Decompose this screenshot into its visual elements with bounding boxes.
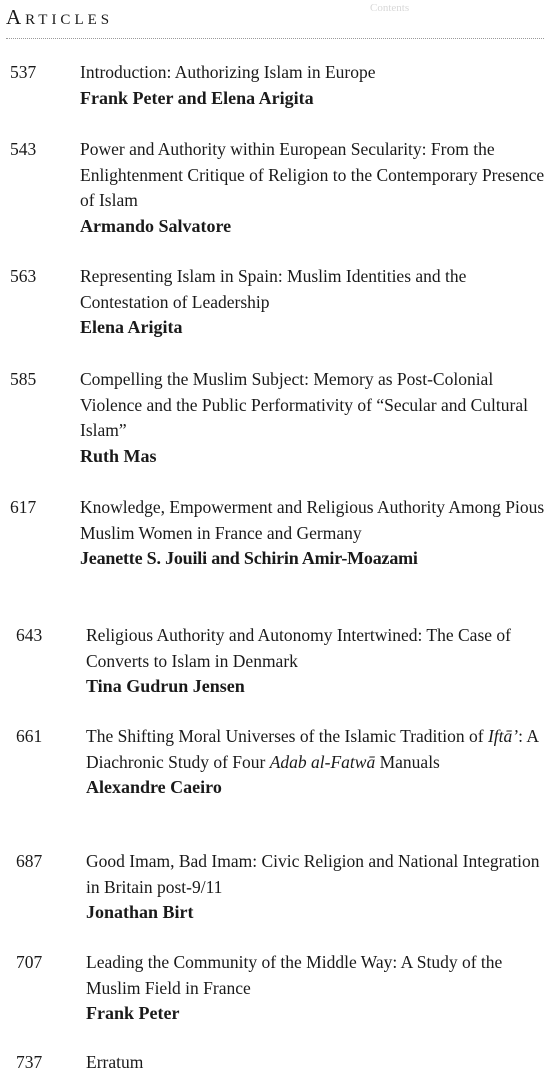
article-title: Religious Authority and Autonomy Intertwined: The Case of Converts to Islam in Denmark xyxy=(86,625,511,671)
article-title: Good Imam, Bad Imam: Civic Religion and National Integration in Britain post-9/11 xyxy=(86,851,540,897)
italic-term: Iftā’ xyxy=(487,726,519,746)
page-number: 707 xyxy=(16,952,43,972)
article-author: Alexandre Caeiro xyxy=(86,777,222,797)
section-heading: ARTICLES xyxy=(6,5,114,29)
page-number: 537 xyxy=(10,62,37,82)
article-title: Compelling the Muslim Subject: Memory as Post-Colonial Violence and the Public Performativity of “Secular and Cultural Islam” xyxy=(80,369,528,440)
page-number: 687 xyxy=(16,851,43,871)
faded-heading: Contents xyxy=(370,2,410,14)
italic-term: Adab al-Fatwā xyxy=(269,751,376,772)
article-author: Frank Peter and Elena Arigita xyxy=(80,87,314,108)
page-number: 543 xyxy=(10,139,37,159)
page-number: 643 xyxy=(16,625,43,645)
article-author: Jeanette S. Jouili and Schirin Amir-Moazami xyxy=(80,548,418,568)
article-title: Power and Authority within European Secularity: From the Enlightenment Critique of Religion to the Contemporary Presence of Islam xyxy=(80,139,545,210)
article-author: Armando Salvatore xyxy=(80,215,232,236)
page-number: 617 xyxy=(10,497,37,517)
article-title: The Shifting Moral Universes of the Islamic Tradition of Iftā’: A Diachronic Study of Four Adab al-Fatwā Manuals xyxy=(86,726,539,772)
article-author: Jonathan Birt xyxy=(86,902,194,922)
page-number: 585 xyxy=(10,369,37,389)
article-author: Tina Gudrun Jensen xyxy=(86,676,245,696)
article-author: Frank Peter xyxy=(86,1003,180,1023)
article-title: Leading the Community of the Middle Way: A Study of the Muslim Field in France xyxy=(86,952,503,998)
page-number: 563 xyxy=(10,266,37,286)
article-title: Introduction: Authorizing Islam in Europe xyxy=(80,62,376,82)
page-number: 737 xyxy=(16,1052,43,1072)
article-author: Elena Arigita xyxy=(80,317,183,337)
article-title: Knowledge, Empowerment and Religious Authority Among Pious Muslim Women in France and Germany xyxy=(80,497,545,543)
dotted-divider xyxy=(6,38,544,39)
page-number: 661 xyxy=(16,726,43,746)
article-author: Ruth Mas xyxy=(80,445,157,466)
article-title: Representing Islam in Spain: Muslim Identities and the Contestation of Leadership xyxy=(80,266,467,312)
article-title: Erratum xyxy=(86,1052,144,1072)
